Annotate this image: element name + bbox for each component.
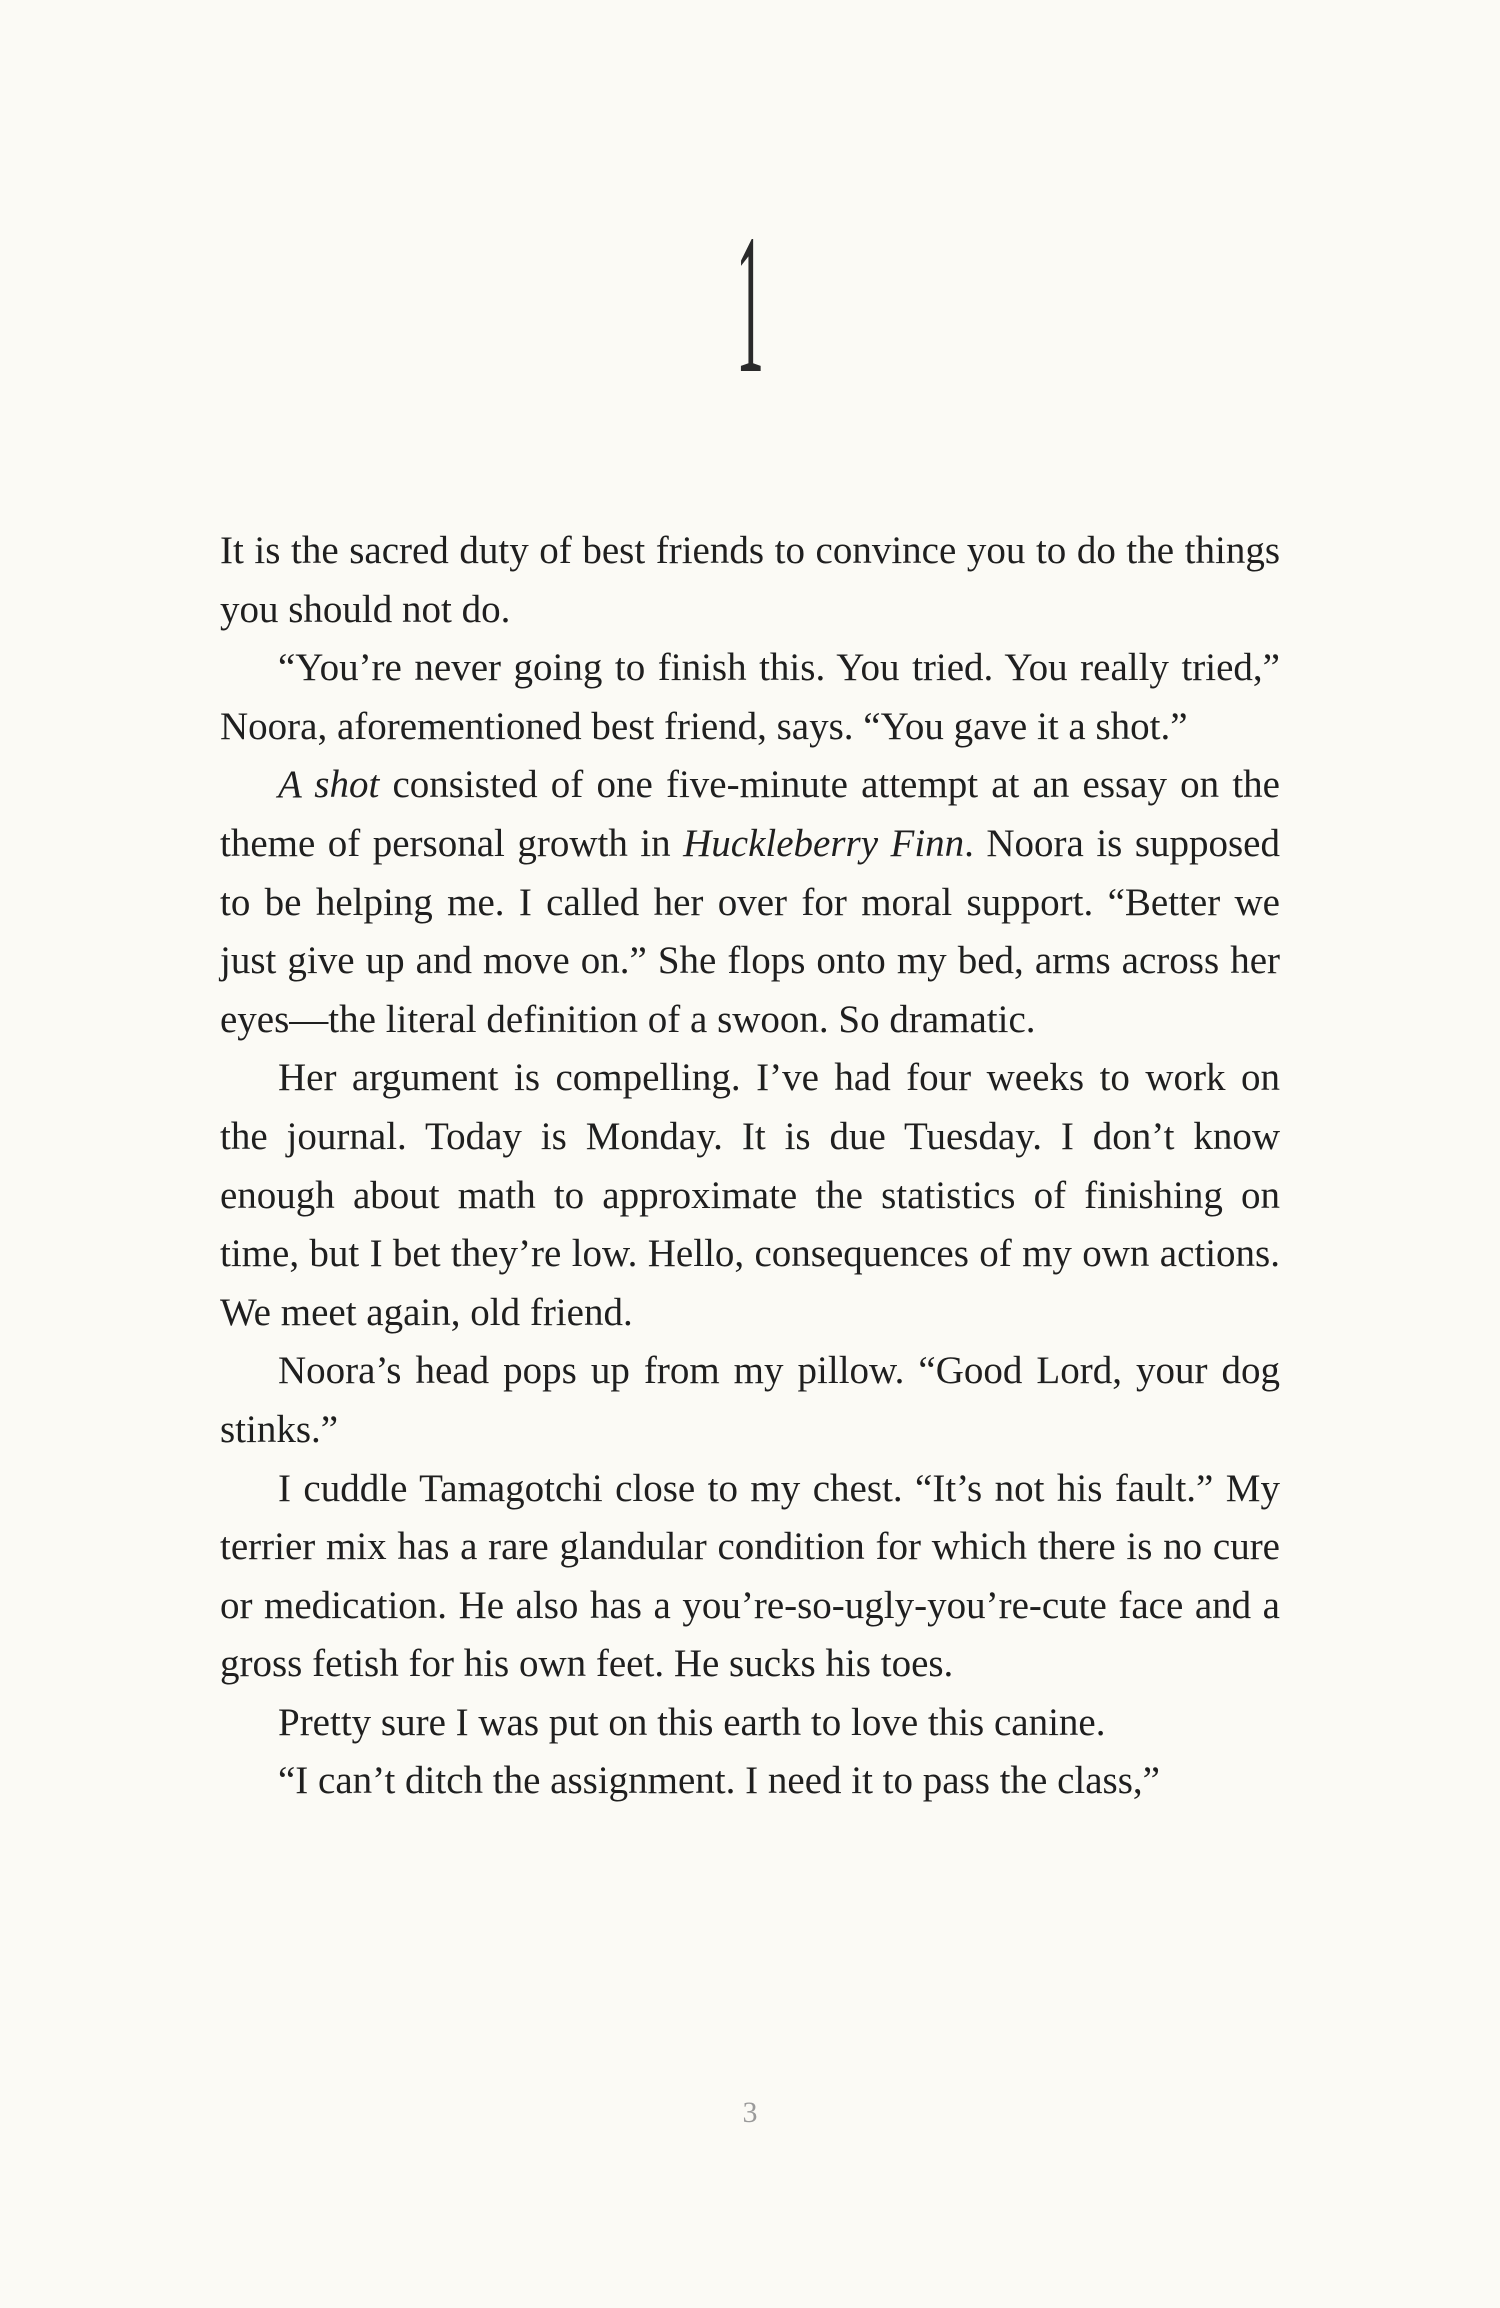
italic-phrase: A shot: [278, 763, 380, 807]
paragraph-8: “I can’t ditch the assignment. I need it to pass the class,”: [278, 1759, 1160, 1803]
paragraph-2: “You’re never going to finish this. You tried. You really tried,” Noora, aforementioned best friend, says. “You gave it a shot.”: [220, 646, 1280, 748]
chapter-body: [220, 522, 1280, 1811]
paragraph-6: I cuddle Tamagotchi close to my chest. “It’s not his fault.” My terrier mix has a rare glandular condition for which there is no cure or medication. He also has a you’re-so-ugly-you’re-cute face and a gross fetish for his own feet. He sucks his toes.: [220, 1466, 1280, 1686]
paragraph-3-part-1: consisted of one five-minute attempt at an essay on the theme of personal growth in: [220, 763, 1280, 865]
paragraph-7: Pretty sure I was put on this earth to love this canine.: [278, 1700, 1106, 1744]
paragraph-4: Her argument is compelling. I’ve had four weeks to work on the journal. Today is Monday. It is due Tuesday. I don’t know enough about math to approximate the statistics of finishing on time, but I bet they’re low. Hello, consequences of my own actions. We meet again, old friend.: [220, 1056, 1280, 1334]
paragraph-3-part-2: . Noora is supposed to be helping me. I called her over for moral support. “Better we just give up and move on.” She flops onto my bed, arms across her eyes—the literal definition of a swoon. So dramatic.: [220, 821, 1280, 1041]
paragraph-3: [220, 756, 1280, 1049]
paragraph-1: It is the sacred duty of best friends to convince you to do the things you should not do.: [220, 529, 1280, 631]
page-number: 3: [742, 2096, 758, 2129]
chapter-number: 1: [736, 194, 764, 415]
book-title: Huckleberry Finn: [683, 821, 965, 865]
paragraph-5: Noora’s head pops up from my pillow. “Good Lord, your dog stinks.”: [220, 1349, 1280, 1451]
